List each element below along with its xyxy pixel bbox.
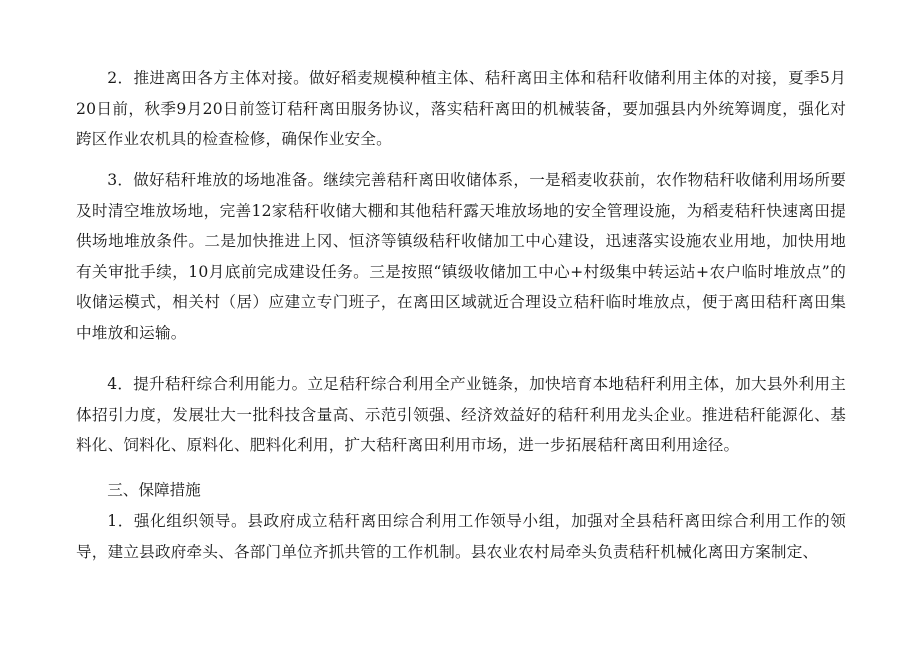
paragraph-2-docking: 2．推进离田各方主体对接。做好稻麦规模种植主体、秸秆离田主体和秸秆收储利用主体的对接，夏季5月20日前，秋季9月20日前签订秸秆离田服务协议，落实秸秆离田的机械装备，要加强县内外统筹调度，强化对跨区作业农机具的检查检修，确保作业安全。 <box>76 69 846 148</box>
section-heading-safeguards: 三、保障措施 <box>107 481 201 499</box>
paragraph-4-utilization: 4．提升秸秆综合利用能力。立足秸秆综合利用全产业链条，加快培育本地秸秆利用主体，加大县外利用主体招引力度，发展壮大一批科技含量高、示范引领强、经济效益好的秸秆利用龙头企业。推进秸秆能源化、基料化、饲料化、原料化、肥料化利用，扩大秸秆离田利用市场，进一步拓展秸秆离田利用途径。 <box>76 375 846 454</box>
paragraph-1-organization: 1．强化组织领导。县政府成立秸秆离田综合利用工作领导小组，加强对全县秸秆离田综合利用工作的领导，建立县政府牵头、各部门单位齐抓共管的工作机制。县农业农村局牵头负责秸秆机械化离田方案制定、 <box>76 512 846 561</box>
paragraph-3-storage-site: 3．做好秸秆堆放的场地准备。继续完善秸秆离田收储体系，一是稻麦收获前，农作物秸秆收储利用场所要及时清空堆放场地，完善12家秸秆收储大棚和其他秸秆露天堆放场地的安全管理设施，为稻麦秸秆快速离田提供场地堆放条件。二是加快推进上冈、恒济等镇级秸秆收储加工中心建设，迅速落实设施农业用地，加快用地有关审批手续，10月底前完成建设任务。三是按照“镇级收储加工中心+村级集中转运站+农户临时堆放点”的收储运模式，相关村（居）应建立专门班子，在离田区域就近合理设立秸秆临时堆放点，便于离田秸秆离田集中堆放和运输。 <box>76 171 846 342</box>
